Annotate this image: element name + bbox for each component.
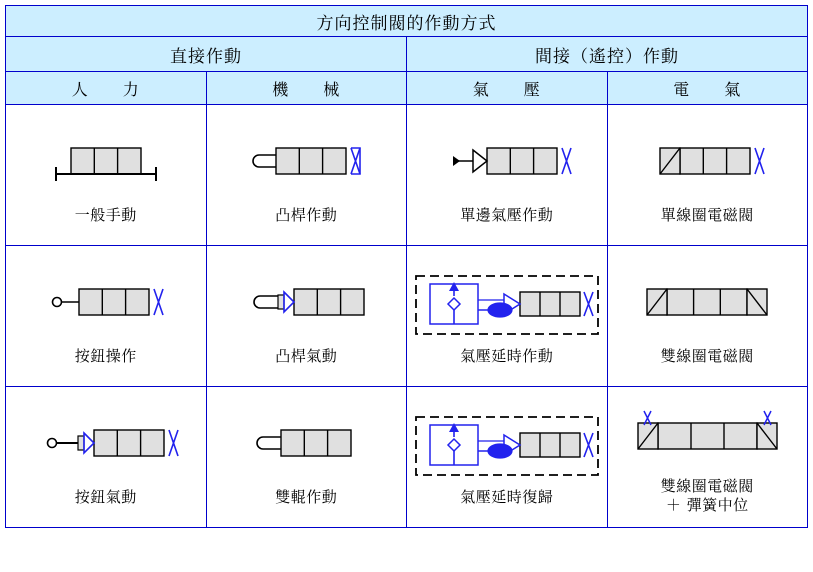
cell-caption: 單線圈電磁閥 [660, 205, 754, 224]
column-header-electrical: 電 氣 [607, 72, 808, 105]
general-manual-valve-symbol [36, 126, 176, 204]
cell-double-solenoid-spring-centered [607, 387, 808, 528]
table-row [6, 105, 808, 246]
diagram-sheet [0, 5, 813, 572]
cell-caption: 按鈕操作 [74, 346, 137, 365]
table-row [6, 246, 808, 387]
air-time-delay-return-symbol [412, 408, 602, 486]
cell-caption: 一般手動 [74, 205, 137, 224]
group-header-direct: 直接作動 [6, 37, 407, 72]
push-button-pneumatic-valve-symbol [26, 408, 186, 486]
group-header-indirect: 間接（遙控）作動 [407, 37, 808, 72]
table-header-column-row [6, 72, 808, 105]
cell-air-time-delay-return [407, 387, 608, 528]
double-solenoid-valve-symbol [627, 267, 787, 345]
table-row [6, 387, 808, 528]
air-time-delay-actuate-symbol [412, 267, 602, 345]
cell-double-solenoid [607, 246, 808, 387]
cell-caption: 雙線圈電磁閥 [660, 346, 754, 365]
column-header-manual: 人 力 [6, 72, 207, 105]
cell-double-roller [206, 387, 407, 528]
cell-caption: 按鈕氣動 [74, 487, 137, 506]
column-header-pneumatic: 氣 壓 [407, 72, 608, 105]
cell-single-solenoid [607, 105, 808, 246]
cell-caption: 雙輥作動 [275, 487, 338, 506]
double-solenoid-spring-centered-symbol [620, 399, 795, 477]
valve-actuation-table [5, 5, 808, 528]
table-header-title-row [6, 6, 808, 37]
cell-push-button-pneumatic [6, 387, 207, 528]
cell-cam-lever-actuated [206, 105, 407, 246]
column-header-mechanical: 機 械 [206, 72, 407, 105]
cam-lever-pneumatic-valve-symbol [226, 267, 386, 345]
single-pilot-air-valve-symbol [427, 126, 587, 204]
cell-push-button [6, 246, 207, 387]
page-title: 方向控制閥的作動方式 [6, 6, 808, 37]
cell-single-pilot-air [407, 105, 608, 246]
cell-caption: 凸桿氣動 [275, 346, 338, 365]
single-solenoid-valve-symbol [632, 126, 782, 204]
cell-caption: 雙線圈電磁閥 [660, 476, 754, 495]
push-button-valve-symbol [31, 267, 181, 345]
cam-lever-actuated-valve-symbol [231, 126, 381, 204]
cell-caption: 凸桿作動 [275, 205, 338, 224]
cell-caption: 氣壓延時作動 [460, 346, 554, 365]
cell-caption-line2: ＋ 彈簧中位 [665, 496, 749, 514]
cell-general-manual [6, 105, 207, 246]
cell-caption: 單邊氣壓作動 [460, 205, 554, 224]
double-roller-valve-symbol [231, 408, 381, 486]
cell-caption: 氣壓延時復歸 [460, 487, 554, 506]
cell-air-time-delay-actuate [407, 246, 608, 387]
table-header-group-row [6, 37, 808, 72]
cell-cam-lever-pneumatic [206, 246, 407, 387]
